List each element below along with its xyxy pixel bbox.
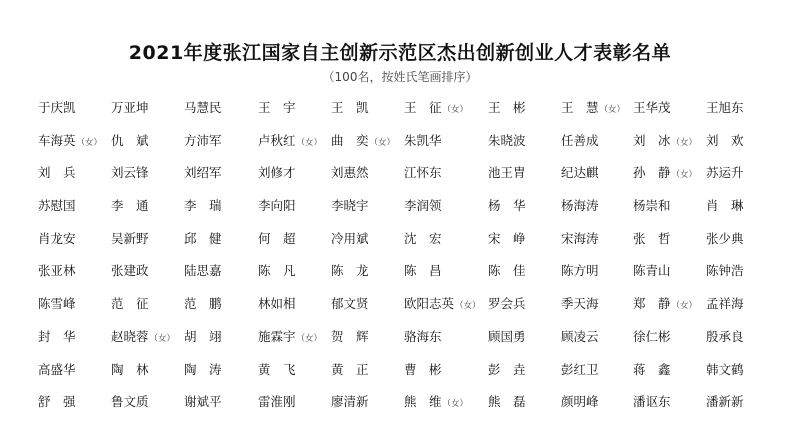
name-entry	[38, 125, 118, 158]
name-list-grid	[0, 92, 800, 428]
gender-note: （女）	[369, 137, 396, 148]
person-name: 殷承良	[706, 328, 744, 344]
person-name: 张少典	[706, 230, 744, 246]
person-name: 肖 琳	[706, 198, 744, 214]
name-row	[0, 190, 800, 223]
name-entry	[38, 223, 118, 256]
name-row	[0, 321, 800, 354]
person-name: 熊 磊	[488, 394, 526, 410]
person-name: 彭红卫	[561, 361, 599, 377]
name-entry	[488, 354, 568, 387]
name-entry	[633, 157, 713, 190]
person-name: 季天海	[561, 296, 599, 312]
person-name: 张亚林	[38, 263, 76, 279]
person-name: 郁文贤	[331, 296, 369, 312]
name-entry	[184, 386, 264, 419]
name-row	[0, 255, 800, 288]
gender-note: （女）	[599, 105, 626, 115]
person-name: 彭 垚	[488, 361, 526, 377]
person-name: 顾凌云	[561, 328, 599, 344]
person-name: 于庆凯	[38, 100, 76, 115]
name-entry	[404, 157, 484, 190]
name-entry	[561, 125, 641, 158]
name-entry	[404, 288, 484, 321]
name-row	[0, 354, 800, 387]
person-name: 邱 健	[184, 230, 222, 246]
name-entry	[404, 223, 484, 256]
gender-note: （女）	[149, 333, 176, 344]
name-entry	[706, 92, 786, 125]
person-name: 卢秋红	[258, 132, 296, 148]
name-entry	[404, 255, 484, 288]
name-entry	[258, 386, 338, 419]
person-name: 颜明峰	[561, 394, 599, 410]
name-entry	[111, 157, 191, 190]
name-entry	[404, 354, 484, 387]
name-entry	[404, 92, 484, 125]
name-entry	[258, 190, 338, 223]
person-name: 张建政	[111, 263, 149, 279]
person-name: 黄 正	[331, 361, 369, 377]
name-entry	[633, 288, 713, 321]
person-name: 熊 维	[404, 394, 442, 410]
name-entry	[258, 223, 338, 256]
person-name: 方沛军	[184, 132, 222, 148]
person-name: 冷用斌	[331, 230, 369, 246]
name-entry	[633, 125, 713, 158]
name-entry	[488, 386, 568, 419]
document-title: 2021年度张江国家自主创新示范区杰出创新创业人才表彰名单	[128, 42, 672, 64]
person-name: 马慧民	[184, 100, 222, 115]
name-entry	[633, 255, 713, 288]
name-entry	[258, 92, 338, 125]
name-entry	[488, 157, 568, 190]
person-name: 潘讴东	[633, 394, 671, 410]
gender-note: （女）	[296, 333, 323, 344]
gender-note: （女）	[671, 170, 698, 181]
name-row	[0, 288, 800, 321]
name-entry	[488, 190, 568, 223]
person-name: 杨崇和	[633, 198, 671, 214]
name-entry	[258, 354, 338, 387]
name-entry	[331, 190, 411, 223]
person-name: 杨 华	[488, 198, 526, 214]
person-name: 顾国勇	[488, 328, 526, 344]
name-entry	[561, 321, 641, 354]
person-name: 任善成	[561, 132, 599, 148]
person-name: 孙 静	[633, 165, 671, 181]
person-name: 韩文鹤	[706, 361, 744, 377]
person-name: 陈 凡	[258, 263, 296, 279]
person-name: 陈雪峰	[38, 296, 76, 312]
person-name: 贺 辉	[331, 328, 369, 344]
person-name: 陈 龙	[331, 263, 369, 279]
person-name: 陈 佳	[488, 263, 526, 279]
person-name: 徐仁彬	[633, 328, 671, 344]
name-entry	[331, 223, 411, 256]
name-entry	[561, 255, 641, 288]
name-entry	[706, 321, 786, 354]
name-entry	[111, 354, 191, 387]
name-entry	[111, 125, 191, 158]
person-name: 骆海东	[404, 328, 442, 344]
person-name: 胡 翊	[184, 328, 222, 344]
name-entry	[706, 190, 786, 223]
person-name: 罗会兵	[488, 296, 526, 312]
person-name: 王 凯	[331, 100, 369, 115]
person-name: 王 征	[404, 100, 442, 115]
name-entry	[331, 386, 411, 419]
person-name: 李晓宇	[331, 198, 369, 214]
name-entry	[38, 321, 118, 354]
name-entry	[706, 288, 786, 321]
name-row	[0, 125, 800, 158]
person-name: 刘惠然	[331, 165, 369, 181]
name-entry	[633, 386, 713, 419]
person-name: 沈 宏	[404, 230, 442, 246]
name-row	[0, 223, 800, 256]
person-name: 王华茂	[633, 100, 671, 115]
name-entry	[184, 255, 264, 288]
name-entry	[633, 223, 713, 256]
person-name: 车海英	[38, 132, 76, 148]
person-name: 刘 兵	[38, 165, 76, 181]
gender-note: （女）	[442, 105, 469, 115]
name-entry	[111, 223, 191, 256]
person-name: 仇 斌	[111, 132, 149, 148]
person-name: 郑 静	[633, 296, 671, 312]
person-name: 王 彬	[488, 100, 526, 115]
name-entry	[258, 321, 338, 354]
name-entry	[706, 223, 786, 256]
person-name: 刘绍军	[184, 165, 222, 181]
name-entry	[258, 255, 338, 288]
name-entry	[111, 190, 191, 223]
person-name: 雷淮刚	[258, 394, 296, 410]
person-name: 鲁文质	[111, 394, 149, 410]
name-entry	[331, 321, 411, 354]
person-name: 苏慰国	[38, 198, 76, 214]
document-subtitle: （100名，按姓氏笔画排序）	[322, 70, 478, 84]
person-name: 舒 强	[38, 394, 76, 410]
name-entry	[111, 386, 191, 419]
person-name: 谢斌平	[184, 394, 222, 410]
name-entry	[561, 92, 641, 125]
name-entry	[561, 190, 641, 223]
gender-note: （女）	[76, 137, 103, 148]
person-name: 陈方明	[561, 263, 599, 279]
person-name: 吴新野	[111, 230, 149, 246]
name-entry	[184, 223, 264, 256]
name-entry	[561, 288, 641, 321]
person-name: 陈 昌	[404, 263, 442, 279]
gender-note: （女）	[671, 137, 698, 148]
name-entry	[331, 157, 411, 190]
name-entry	[331, 354, 411, 387]
name-entry	[633, 190, 713, 223]
name-entry	[258, 288, 338, 321]
name-entry	[706, 255, 786, 288]
name-entry	[706, 354, 786, 387]
person-name: 蒋 鑫	[633, 361, 671, 377]
name-entry	[184, 190, 264, 223]
name-row	[0, 386, 800, 419]
person-name: 潘新新	[706, 394, 744, 410]
person-name: 施霖宇	[258, 328, 296, 344]
person-name: 廖清新	[331, 394, 369, 410]
person-name: 何 超	[258, 230, 296, 246]
name-entry	[706, 125, 786, 158]
person-name: 刘云锋	[111, 165, 149, 181]
name-entry	[258, 157, 338, 190]
name-entry	[184, 92, 264, 125]
name-entry	[111, 255, 191, 288]
name-entry	[633, 321, 713, 354]
person-name: 欧阳志英	[404, 296, 455, 312]
person-name: 范 征	[111, 296, 149, 312]
name-entry	[184, 125, 264, 158]
name-entry	[111, 321, 191, 354]
gender-note: （女）	[671, 301, 698, 312]
name-entry	[561, 223, 641, 256]
name-row	[0, 157, 800, 190]
person-name: 江怀东	[404, 165, 442, 181]
name-entry	[488, 288, 568, 321]
person-name: 刘 欢	[706, 132, 744, 148]
person-name: 宋 峥	[488, 230, 526, 246]
name-entry	[404, 321, 484, 354]
name-entry	[38, 92, 118, 125]
name-entry	[331, 288, 411, 321]
person-name: 李向阳	[258, 198, 296, 214]
name-entry	[488, 255, 568, 288]
name-entry	[404, 386, 484, 419]
person-name: 赵晓蓉	[111, 328, 149, 344]
gender-note: （女）	[296, 137, 323, 148]
name-entry	[38, 157, 118, 190]
name-entry	[404, 125, 484, 158]
person-name: 朱晓波	[488, 132, 526, 148]
gender-note: （女）	[442, 399, 469, 410]
person-name: 肖龙安	[38, 230, 76, 246]
name-entry	[561, 386, 641, 419]
name-entry	[561, 157, 641, 190]
name-entry	[633, 354, 713, 387]
name-entry	[331, 255, 411, 288]
person-name: 曲 奕	[331, 132, 369, 148]
person-name: 范 鹏	[184, 296, 222, 312]
person-name: 林如相	[258, 296, 296, 312]
person-name: 苏运升	[706, 165, 744, 181]
person-name: 刘修才	[258, 165, 296, 181]
name-entry	[258, 125, 338, 158]
person-name: 李 通	[111, 198, 149, 214]
name-entry	[38, 190, 118, 223]
person-name: 陶 林	[111, 361, 149, 377]
name-entry	[184, 354, 264, 387]
name-entry	[404, 190, 484, 223]
name-entry	[488, 92, 568, 125]
person-name: 李润领	[404, 198, 442, 214]
name-entry	[561, 354, 641, 387]
person-name: 封 华	[38, 328, 76, 344]
person-name: 李 瑞	[184, 198, 222, 214]
name-entry	[706, 386, 786, 419]
name-entry	[706, 157, 786, 190]
person-name: 陈钟浩	[706, 263, 744, 279]
person-name: 高盛华	[38, 361, 76, 377]
person-name: 杨海涛	[561, 198, 599, 214]
person-name: 池王胄	[488, 165, 526, 181]
person-name: 刘 冰	[633, 132, 671, 148]
name-entry	[488, 223, 568, 256]
person-name: 孟祥海	[706, 296, 744, 312]
person-name: 王 宇	[258, 100, 296, 115]
name-entry	[184, 157, 264, 190]
person-name: 万亚坤	[111, 100, 149, 115]
name-row	[0, 92, 800, 125]
name-entry	[38, 354, 118, 387]
person-name: 陶 涛	[184, 361, 222, 377]
name-entry	[38, 386, 118, 419]
name-entry	[111, 288, 191, 321]
person-name: 宋海涛	[561, 230, 599, 246]
person-name: 黄 飞	[258, 361, 296, 377]
name-entry	[633, 92, 713, 125]
name-entry	[38, 288, 118, 321]
person-name: 陆思嘉	[184, 263, 222, 279]
name-entry	[331, 92, 411, 125]
name-entry	[111, 92, 191, 125]
name-entry	[488, 125, 568, 158]
name-entry	[184, 288, 264, 321]
name-entry	[488, 321, 568, 354]
name-entry	[38, 255, 118, 288]
person-name: 纪达麒	[561, 165, 599, 181]
name-entry	[184, 321, 264, 354]
person-name: 王旭东	[706, 100, 744, 115]
person-name: 王 慧	[561, 100, 599, 115]
person-name: 曹 彬	[404, 361, 442, 377]
person-name: 陈青山	[633, 263, 671, 279]
person-name: 张 哲	[633, 230, 671, 246]
person-name: 朱凯华	[404, 132, 442, 148]
name-entry	[331, 125, 411, 158]
gender-note: （女）	[455, 301, 481, 312]
